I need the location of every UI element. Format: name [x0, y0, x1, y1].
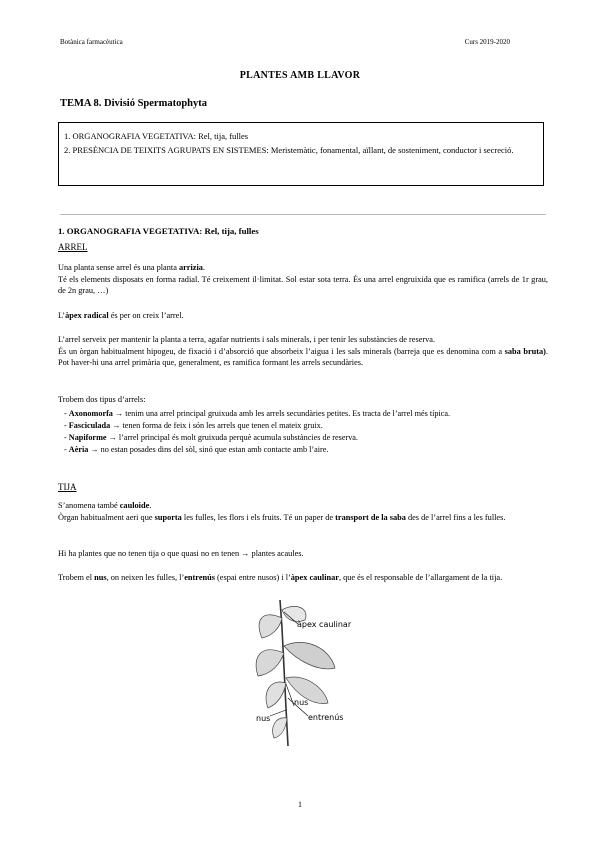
page-number: 1 — [298, 800, 302, 809]
text: les fulles, les flors i els fruits. Té un paper de — [181, 513, 336, 522]
term-arrizia: arrizia — [178, 263, 203, 272]
divider — [60, 214, 546, 215]
list-item: - Axonomorfa → tenim una arrel principal gruixuda amb les arrels secundàries petites. Es tracta de l’arrel més típica. — [64, 409, 451, 418]
term-entrenus: entrenús — [184, 573, 215, 582]
term-saba-bruta: saba bruta) — [504, 347, 546, 356]
page-title: PLANTES AMB LLAVOR — [239, 70, 361, 81]
summary-line-2: 2. PRESÈNCIA DE TEIXITS AGRUPATS EN SISTEMES: Meristemàtic, fonamental, aïllant, de sosteniment, conductor i secreció. — [64, 145, 514, 155]
text: , que és el responsable de l’allargament de la tija. — [338, 573, 503, 582]
text: . — [202, 263, 205, 272]
arrel-para-4: L’arrel serveix per mantenir la planta a terra, agafar nutrients i sals minerals, i per tenir les substàncies de reserva. — [58, 335, 436, 344]
tija-line-2 — [58, 512, 548, 523]
arrel-para-1 — [58, 262, 548, 273]
tija-subheading: TIJA — [58, 482, 77, 492]
text: , on neixen les fulles, l’ — [106, 573, 185, 582]
term-apex-radical: àpex radical — [65, 311, 109, 320]
arrel-subheading: ARREL — [58, 242, 88, 252]
text: és per on creix l’arrel. — [108, 311, 184, 320]
text: S’anomena també — [58, 501, 120, 510]
header-subject: Botànica farmacèutica — [60, 38, 123, 46]
text: des de l’arrel fins a les fulles. — [405, 513, 506, 522]
tema-heading: TEMA 8. Divisió Spermatophyta — [60, 98, 208, 109]
type-name: Fasciculada — [68, 421, 111, 430]
label-nus-1: nus — [294, 698, 309, 707]
term-transport-saba: transport de la saba — [335, 513, 406, 522]
text: Trobem el — [58, 573, 95, 582]
tija-para-4 — [58, 572, 548, 583]
text: . Pot haver-hi una arrel primària que, generalment, es ramifica formant les arrels secundàries. — [58, 347, 548, 368]
type-name: Napiforme — [68, 433, 107, 442]
stem-figure — [250, 598, 390, 748]
summary-line-1: 1. ORGANOGRAFIA VEGETATIVA: Rel, tija, fulles — [64, 131, 249, 141]
text: L’ — [58, 311, 66, 320]
type-desc: → l’arrel principal és molt gruixuda perquè acumula substàncies de reserva. — [106, 433, 358, 442]
text: Una planta sense arrel és una planta — [58, 263, 179, 272]
section-heading: 1. ORGANOGRAFIA VEGETATIVA: Rel, tija, fulles — [58, 226, 259, 236]
root-types-list — [58, 408, 548, 456]
type-desc: → tenim una arrel principal gruixuda amb les arrels secundàries petites. Es tracta de l’arrel més típica. — [112, 409, 451, 418]
arrel-para-5 — [58, 346, 548, 369]
term-cauloide: cauloide — [119, 501, 150, 510]
label-entrenus: entrenús — [308, 713, 344, 722]
text: És un òrgan habitualment hipogeu, de fixació i d’absorció que absorbeix l’aigua i les sals minerals (barreja que es denomina com a — [58, 347, 505, 356]
list-item: - Aèria → no estan posades dins del sòl, sinó que estan amb contacte amb l’aire. — [64, 445, 329, 454]
type-desc: → tenen forma de feix i són les arrels que tenen el mateix gruix. — [110, 421, 323, 430]
text: Òrgan habitualment aeri que — [58, 513, 155, 522]
label-nus-2: nus — [256, 714, 271, 723]
summary-box — [58, 122, 544, 186]
type-name: Aèria — [68, 445, 89, 454]
text: (espai entre nusos) i l’ — [214, 573, 291, 582]
types-intro: Trobem dos tipus d’arrels: — [58, 395, 146, 404]
term-nus: nus — [94, 573, 107, 582]
tija-para-3: Hi ha plantes que no tenen tija o que quasi no en tenen → plantes acaules. — [58, 549, 304, 558]
type-name: Axonomorfa — [68, 409, 113, 418]
label-apex-caulinar: àpex caulinar — [297, 620, 352, 629]
tija-line-1 — [58, 500, 548, 511]
term-apex-caulinar: àpex caulinar — [290, 573, 339, 582]
type-desc: → no estan posades dins del sòl, sinó que estan amb contacte amb l’aire. — [88, 445, 329, 454]
header-course: Curs 2019-2020 — [464, 38, 510, 46]
text: . — [149, 501, 152, 510]
arrel-para-2: Té els elements disposats en forma radial. Té creixement il·limitat. Sol estar sota terra. És una arrel engruixida que es ramifica (arrels de 1r grau, de 2n grau, …) — [58, 275, 548, 296]
list-item: - Fasciculada → tenen forma de feix i són les arrels que tenen el mateix gruix. — [64, 421, 323, 430]
arrel-para-3 — [58, 310, 548, 321]
term-suporta: suporta — [154, 513, 182, 522]
list-item: - Napiforme → l’arrel principal és molt gruixuda perquè acumula substàncies de reserva. — [64, 433, 358, 442]
